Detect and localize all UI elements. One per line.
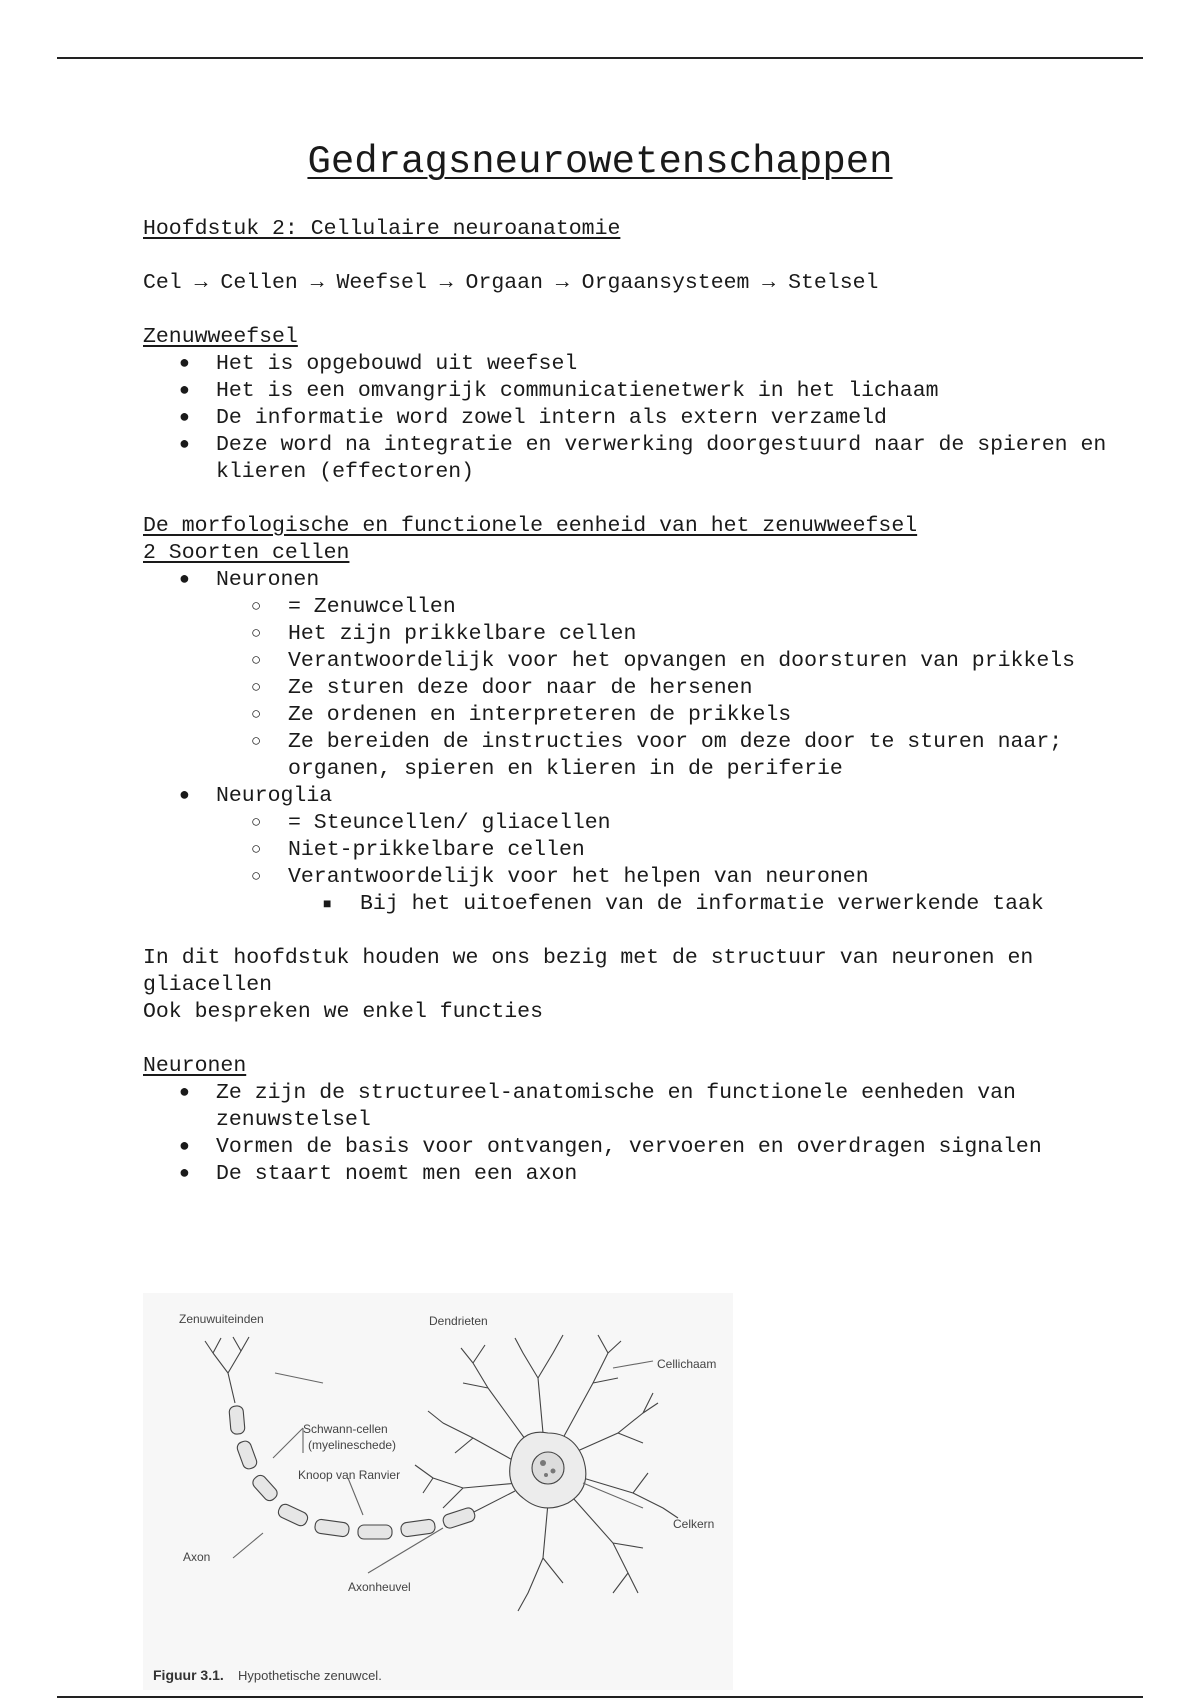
list-item: ● Het is opgebouwd uit weefsel: [179, 352, 578, 376]
intro-line: In dit hoofdstuk houden we ons bezig met de structuur van neuronen en gliacellen: [143, 946, 1034, 997]
square-bullet-icon: ■: [323, 897, 332, 913]
circle-bullet-icon: ○: [251, 841, 262, 860]
label-axon-hillock: Axonheuvel: [348, 1580, 411, 1594]
chapter-heading: Hoofdstuk 2: Cellulaire neuroanatomie: [143, 217, 621, 241]
hierarchy-line: Cel → Cellen → Weefsel → Orgaan → Orgaansysteem → Stelsel: [143, 271, 879, 295]
bullet-icon: ●: [179, 1083, 190, 1103]
label-cell-body: Cellichaam: [657, 1357, 717, 1371]
circle-bullet-icon: ○: [251, 598, 262, 617]
bullet-icon: ●: [179, 1137, 190, 1157]
label-myelin-sheath: (myelineschede): [308, 1438, 397, 1452]
bullet-icon: ●: [179, 408, 190, 428]
nervous-tissue-heading: Zenuwweefsel: [143, 325, 298, 349]
circle-bullet-icon: ○: [251, 868, 262, 887]
list-item: ○ Ze ordenen en interpreteren de prikkels: [251, 703, 792, 727]
bullet-icon: ●: [179, 381, 190, 401]
top-rule: [57, 57, 1143, 59]
bullet-icon: ●: [179, 354, 190, 374]
list-item: ● De informatie word zowel intern als extern verzameld: [179, 406, 887, 430]
bullet-icon: ●: [179, 786, 190, 806]
label-schwann-cells: Schwann-cellen: [303, 1422, 388, 1436]
list-item: ● Het is een omvangrijk communicatienetwerk in het lichaam: [179, 379, 939, 403]
list-item: ● Deze word na integratie en verwerking doorgestuurd naar de spieren en klieren (effectoren): [179, 433, 1107, 484]
figure-background: [143, 1293, 733, 1690]
circle-bullet-icon: ○: [251, 625, 262, 644]
bullet-icon: ●: [179, 435, 190, 455]
label-nucleus: Celkern: [673, 1517, 715, 1531]
page-title: Gedragsneurowetenschappen: [307, 140, 893, 184]
document-body: [143, 216, 1143, 1188]
neuron-figure: [143, 1293, 733, 1690]
figure-caption-number: Figuur 3.1.: [153, 1667, 224, 1683]
list-item: ● Vormen de basis voor ontvangen, vervoeren en overdragen signalen: [179, 1135, 1042, 1159]
circle-bullet-icon: ○: [251, 652, 262, 671]
bullet-icon: ●: [179, 1164, 190, 1184]
list-item: ○ Het zijn prikkelbare cellen: [251, 622, 637, 646]
circle-bullet-icon: ○: [251, 733, 262, 752]
circle-bullet-icon: ○: [251, 814, 262, 833]
label-nerve-endings: Zenuwuiteinden: [179, 1312, 264, 1326]
label-axon: Axon: [183, 1550, 211, 1564]
list-item: ○ Verantwoordelijk voor het helpen van neuronen: [251, 865, 869, 889]
list-item: ● De staart noemt men een axon: [179, 1162, 578, 1186]
list-item: ● Ze zijn de structureel-anatomische en functionele eenheden van zenuwstelsel: [179, 1081, 1016, 1132]
list-item: ● Neuronen: [179, 568, 320, 592]
neurons-heading: Neuronen: [143, 1054, 247, 1078]
list-item: ○ = Zenuwcellen: [251, 595, 456, 619]
circle-bullet-icon: ○: [251, 706, 262, 725]
bottom-rule: [57, 1696, 1143, 1698]
list-item: ○ Ze sturen deze door naar de hersenen: [251, 676, 753, 700]
label-dendrites: Dendrieten: [429, 1314, 488, 1328]
list-item: ○ = Steuncellen/ gliacellen: [251, 811, 611, 835]
unit-subheading: 2 Soorten cellen: [143, 541, 350, 565]
list-item: ○ Niet-prikkelbare cellen: [251, 838, 585, 862]
list-item: ○ Ze bereiden de instructies voor om deze door te sturen naar; organen, spieren en klieren in de periferie: [251, 730, 1063, 781]
list-item: ● Neuroglia: [179, 784, 333, 808]
circle-bullet-icon: ○: [251, 679, 262, 698]
figure-caption-text: Hypothetische zenuwcel.: [238, 1668, 382, 1683]
list-item: ■ Bij het uitoefenen van de informatie verwerkende taak: [143, 891, 1143, 918]
unit-heading: De morfologische en functionele eenheid van het zenuwweefsel: [143, 514, 918, 538]
intro-line: Ook bespreken we enkel functies: [143, 1000, 543, 1024]
label-node-of-ranvier: Knoop van Ranvier: [298, 1468, 401, 1482]
list-item: ○ Verantwoordelijk voor het opvangen en doorsturen van prikkels: [251, 649, 1076, 673]
bullet-icon: ●: [179, 570, 190, 590]
